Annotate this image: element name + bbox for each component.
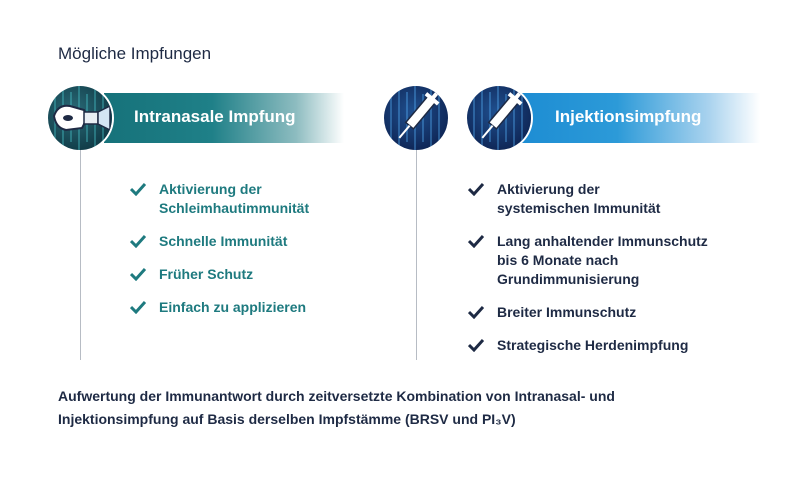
nasal-spray-icon [48,86,112,150]
syringe-icon [384,86,448,150]
checkmark-icon [468,182,484,196]
summary-line-1: Aufwertung der Immunantwort durch zeitversetzte Kombination von Intranasal- und [58,388,615,404]
summary-text [58,385,758,431]
page-title: Mögliche Impfungen [58,44,212,63]
list-item: Früher Schutz [130,265,390,284]
intranasal-banner-label: Intranasale Impfung [134,107,296,126]
checkmark-icon [130,300,146,314]
list-item: Breiter Immunschutz [468,303,758,322]
checkmark-icon [468,234,484,248]
checkmark-icon [130,234,146,248]
checkmark-icon [130,182,146,196]
injection-banner-label: Injektionsimpfung [555,107,702,126]
injection-banner [500,93,760,143]
syringe-icon [467,86,531,150]
summary-line-2: Injektionsimpfung auf Basis derselben Impfstämme (BRSV und PI₃V) [58,411,516,427]
list-item: Strategische Herdenimpfung [468,336,758,355]
list-item: Lang anhaltender Immunschutz bis 6 Monate nach Grundimmunisierung [468,232,758,289]
injection-benefits-list [468,180,758,369]
right-divider-line [416,150,417,360]
checkmark-icon [130,267,146,281]
left-divider-line [80,150,81,360]
list-item: Einfach zu applizieren [130,298,390,317]
intranasal-benefits-list [130,180,390,331]
checkmark-icon [468,305,484,319]
intranasal-banner [104,93,344,143]
list-item: Aktivierung der Schleimhautimmunität [130,180,390,218]
checkmark-icon [468,338,484,352]
list-item: Schnelle Immunität [130,232,390,251]
list-item: Aktivierung der systemischen Immunität [468,180,758,218]
